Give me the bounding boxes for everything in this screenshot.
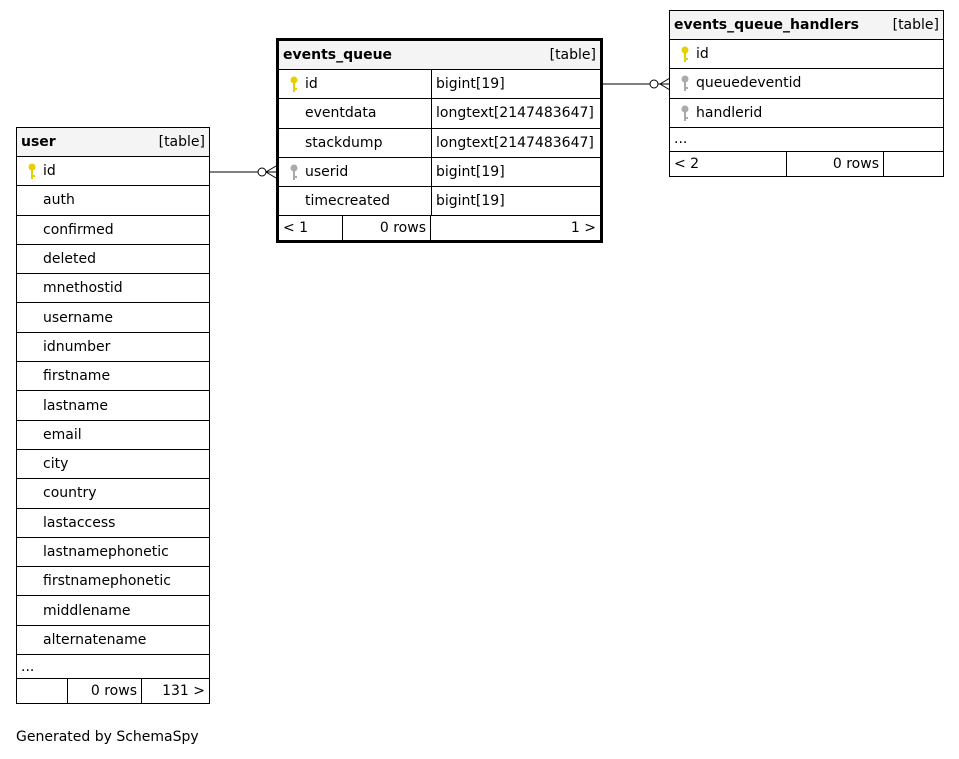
column-row-id[interactable] — [17, 157, 209, 186]
foreign-key-icon — [283, 163, 305, 181]
column-name: middlename — [43, 602, 131, 619]
column-name-cell — [17, 596, 209, 624]
column-name-cell — [17, 186, 209, 214]
column-row-id[interactable] — [670, 40, 943, 69]
column-row-queuedeventid[interactable] — [670, 69, 943, 98]
children-count[interactable]: 1 > — [430, 216, 600, 240]
column-row-alternatename[interactable] — [17, 626, 209, 655]
column-row-stackdump[interactable] — [279, 129, 600, 158]
table-name: user — [21, 134, 56, 150]
column-type: bigint[19] — [431, 158, 600, 186]
row-count: 0 rows — [342, 216, 430, 240]
column-row-middlename[interactable] — [17, 596, 209, 625]
column-name: auth — [43, 192, 75, 209]
foreign-key-icon — [674, 74, 696, 92]
column-list — [279, 70, 600, 216]
column-name-cell — [279, 70, 431, 98]
column-name-cell — [17, 567, 209, 595]
column-name-cell — [670, 69, 943, 97]
row-count: 0 rows — [786, 152, 883, 176]
column-list — [17, 157, 209, 655]
column-name: mnethostid — [43, 280, 123, 297]
column-name-cell — [279, 99, 431, 127]
children-count — [883, 152, 943, 176]
parents-count — [17, 679, 67, 703]
column-name: id — [43, 163, 56, 180]
column-name-cell — [17, 245, 209, 273]
column-row-eventdata[interactable] — [279, 99, 600, 128]
column-name-cell — [17, 216, 209, 244]
children-count[interactable]: 131 > — [141, 679, 209, 703]
parents-count[interactable]: < 1 — [283, 220, 309, 237]
column-type: longtext[2147483647] — [431, 99, 600, 127]
column-name-cell — [279, 187, 431, 215]
column-name: alternatename — [43, 631, 147, 648]
table-header — [279, 41, 600, 70]
column-name-cell — [670, 40, 943, 68]
column-name: timecreated — [305, 193, 390, 210]
row-count: 0 rows — [67, 679, 141, 703]
column-name-cell — [17, 626, 209, 654]
primary-key-icon — [21, 162, 43, 180]
column-row-deleted[interactable] — [17, 245, 209, 274]
table-footer — [17, 679, 209, 703]
column-name-cell — [17, 333, 209, 361]
column-name-cell — [670, 99, 943, 127]
column-name: firstname — [43, 368, 111, 385]
column-row-email[interactable] — [17, 421, 209, 450]
relationship-user-events-queue — [210, 166, 276, 178]
column-list — [670, 40, 943, 128]
table-header — [17, 128, 209, 157]
column-name: stackdump — [305, 134, 383, 151]
column-name-cell — [17, 274, 209, 302]
column-name: confirmed — [43, 221, 114, 238]
relationship-events-queue-handlers — [602, 78, 670, 90]
column-name: userid — [305, 164, 349, 181]
column-row-lastaccess[interactable] — [17, 509, 209, 538]
column-name-cell — [17, 391, 209, 419]
column-row-lastname[interactable] — [17, 391, 209, 420]
column-row-idnumber[interactable] — [17, 333, 209, 362]
column-row-mnethostid[interactable] — [17, 274, 209, 303]
foreign-key-icon — [674, 104, 696, 122]
column-name: country — [43, 485, 97, 502]
column-name: lastaccess — [43, 514, 116, 531]
column-name: deleted — [43, 251, 96, 268]
table-user[interactable] — [16, 127, 210, 704]
column-name: city — [43, 456, 69, 473]
column-name: queuedeventid — [696, 75, 802, 92]
column-name-cell — [279, 158, 431, 186]
table-name: events_queue_handlers — [674, 17, 859, 33]
table-events-queue[interactable] — [276, 38, 603, 243]
column-name-cell — [17, 421, 209, 449]
column-name-cell — [17, 303, 209, 331]
column-row-firstnamephonetic[interactable] — [17, 567, 209, 596]
parents-count[interactable]: < 2 — [674, 155, 700, 172]
column-row-timecreated[interactable] — [279, 187, 600, 216]
table-kind: [table] — [549, 47, 596, 63]
column-type: longtext[2147483647] — [431, 129, 600, 157]
column-row-username[interactable] — [17, 303, 209, 332]
column-name-cell — [17, 362, 209, 390]
table-name: events_queue — [283, 47, 393, 63]
primary-key-icon — [283, 75, 305, 93]
column-name: firstnamephonetic — [43, 573, 171, 590]
generated-by-label: Generated by SchemaSpy — [16, 729, 199, 745]
column-row-city[interactable] — [17, 450, 209, 479]
column-name: idnumber — [43, 338, 111, 355]
column-name-cell — [17, 538, 209, 566]
column-name: id — [305, 76, 318, 93]
column-name-cell — [17, 157, 209, 185]
column-name: handlerid — [696, 104, 763, 121]
column-name-cell — [279, 129, 431, 157]
table-header — [670, 11, 943, 40]
column-row-auth[interactable] — [17, 186, 209, 215]
column-type: bigint[19] — [431, 187, 600, 215]
column-row-confirmed[interactable] — [17, 216, 209, 245]
column-row-lastnamephonetic[interactable] — [17, 538, 209, 567]
column-row-firstname[interactable] — [17, 362, 209, 391]
table-footer — [670, 152, 943, 176]
table-kind: [table] — [158, 134, 205, 150]
column-row-userid[interactable] — [279, 158, 600, 187]
more-columns: ... — [17, 655, 209, 679]
column-name: username — [43, 309, 113, 326]
table-kind: [table] — [892, 17, 939, 33]
column-name: id — [696, 46, 709, 63]
column-name-cell — [17, 479, 209, 507]
column-row-country[interactable] — [17, 479, 209, 508]
column-name-cell — [17, 509, 209, 537]
table-footer — [279, 216, 600, 240]
column-row-handlerid[interactable] — [670, 99, 943, 128]
primary-key-icon — [674, 45, 696, 63]
table-events-queue-handlers[interactable] — [669, 10, 944, 177]
column-name: lastnamephonetic — [43, 544, 169, 560]
column-row-id[interactable] — [279, 70, 600, 99]
more-columns: ... — [670, 128, 943, 152]
column-name: lastname — [43, 397, 108, 414]
column-name: email — [43, 426, 82, 443]
column-name-cell — [17, 450, 209, 478]
column-type: bigint[19] — [431, 70, 600, 98]
column-name: eventdata — [305, 105, 377, 122]
